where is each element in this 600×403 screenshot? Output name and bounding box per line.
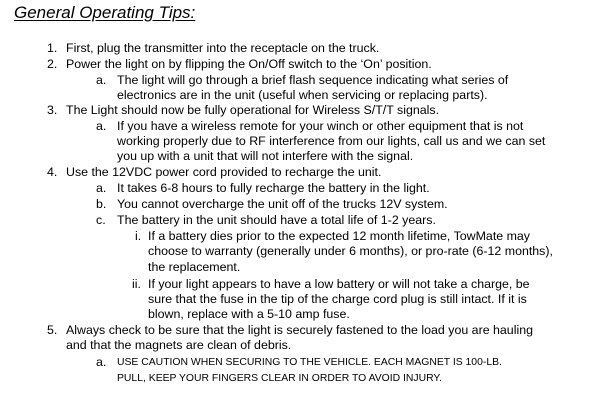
- item-4c-i-line-3: the replacement.: [148, 260, 241, 274]
- item-1-line-1: First, plug the transmitter into the receptacle on the truck.: [66, 41, 380, 55]
- item-2a-line-2: electronics are in the unit (useful when servicing or replacing parts).: [117, 88, 488, 102]
- document-title: General Operating Tips:: [14, 3, 196, 22]
- item-4c-i-line-1: If a battery dies prior to the expected 12 month lifetime, TowMate may: [148, 229, 531, 243]
- item-5a-mark: a.: [96, 355, 107, 369]
- item-4-line-1: Use the 12VDC power cord provided to recharge the unit.: [66, 165, 382, 179]
- item-2a-line-1: The light will go through a brief flash sequence indicating what series of: [117, 73, 509, 87]
- item-2a-mark: a.: [96, 73, 107, 87]
- item-5-line-2: and that the magnets are clean of debris.: [66, 338, 292, 352]
- item-3a-line-1: If you have a wireless remote for your winch or other equipment that is not: [117, 119, 524, 133]
- item-4c-mark: c.: [96, 213, 106, 227]
- item-4c-ii-line-2: sure that the fuse in the tip of the charge cord plug is still intact. If it is: [148, 292, 527, 306]
- item-5a-line-1: USE CAUTION WHEN SECURING TO THE VEHICLE. EACH MAGNET IS 100-LB.: [117, 357, 502, 368]
- item-3-number: 3.: [47, 103, 58, 117]
- item-3a-mark: a.: [96, 119, 107, 133]
- item-4c-ii-mark: ii.: [132, 277, 141, 291]
- item-4c-i-mark: i.: [135, 229, 142, 243]
- item-4c-line-1: The battery in the unit should have a total life of 1-2 years.: [117, 213, 436, 227]
- item-3a-line-3: you up with a unit that will not interfere with the signal.: [117, 149, 414, 163]
- item-4c-i-line-2: choose to warranty (generally under 6 months), or pro-rate (6-12 months),: [148, 244, 553, 258]
- item-4c-ii-line-3: blown, replace with a 5-10 amp fuse.: [148, 307, 350, 321]
- item-2-line-1: Power the light on by flipping the On/Off switch to the ‘On’ position.: [66, 57, 432, 71]
- item-5-number: 5.: [47, 323, 58, 337]
- item-4-number: 4.: [47, 165, 58, 179]
- item-2-number: 2.: [47, 57, 58, 71]
- item-4a-line-1: It takes 6-8 hours to fully recharge the battery in the light.: [117, 181, 430, 195]
- item-5a-line-2: PULL, KEEP YOUR FINGERS CLEAR IN ORDER TO AVOID INJURY.: [117, 373, 442, 384]
- item-3-line-1: The Light should now be fully operational for Wireless S/T/T signals.: [66, 103, 440, 117]
- item-4b-line-1: You cannot overcharge the unit off of the trucks 12V system.: [117, 197, 448, 211]
- item-4b-mark: b.: [96, 197, 107, 211]
- item-4c-ii-line-1: If your light appears to have a low battery or will not take a charge, be: [148, 277, 530, 291]
- item-3a-line-2: working properly due to RF interference from our lights, call us and we can set: [117, 134, 546, 148]
- item-1-number: 1.: [47, 41, 58, 55]
- item-4a-mark: a.: [96, 181, 107, 195]
- item-5-line-1: Always check to be sure that the light is securely fastened to the load you are hauling: [66, 323, 533, 337]
